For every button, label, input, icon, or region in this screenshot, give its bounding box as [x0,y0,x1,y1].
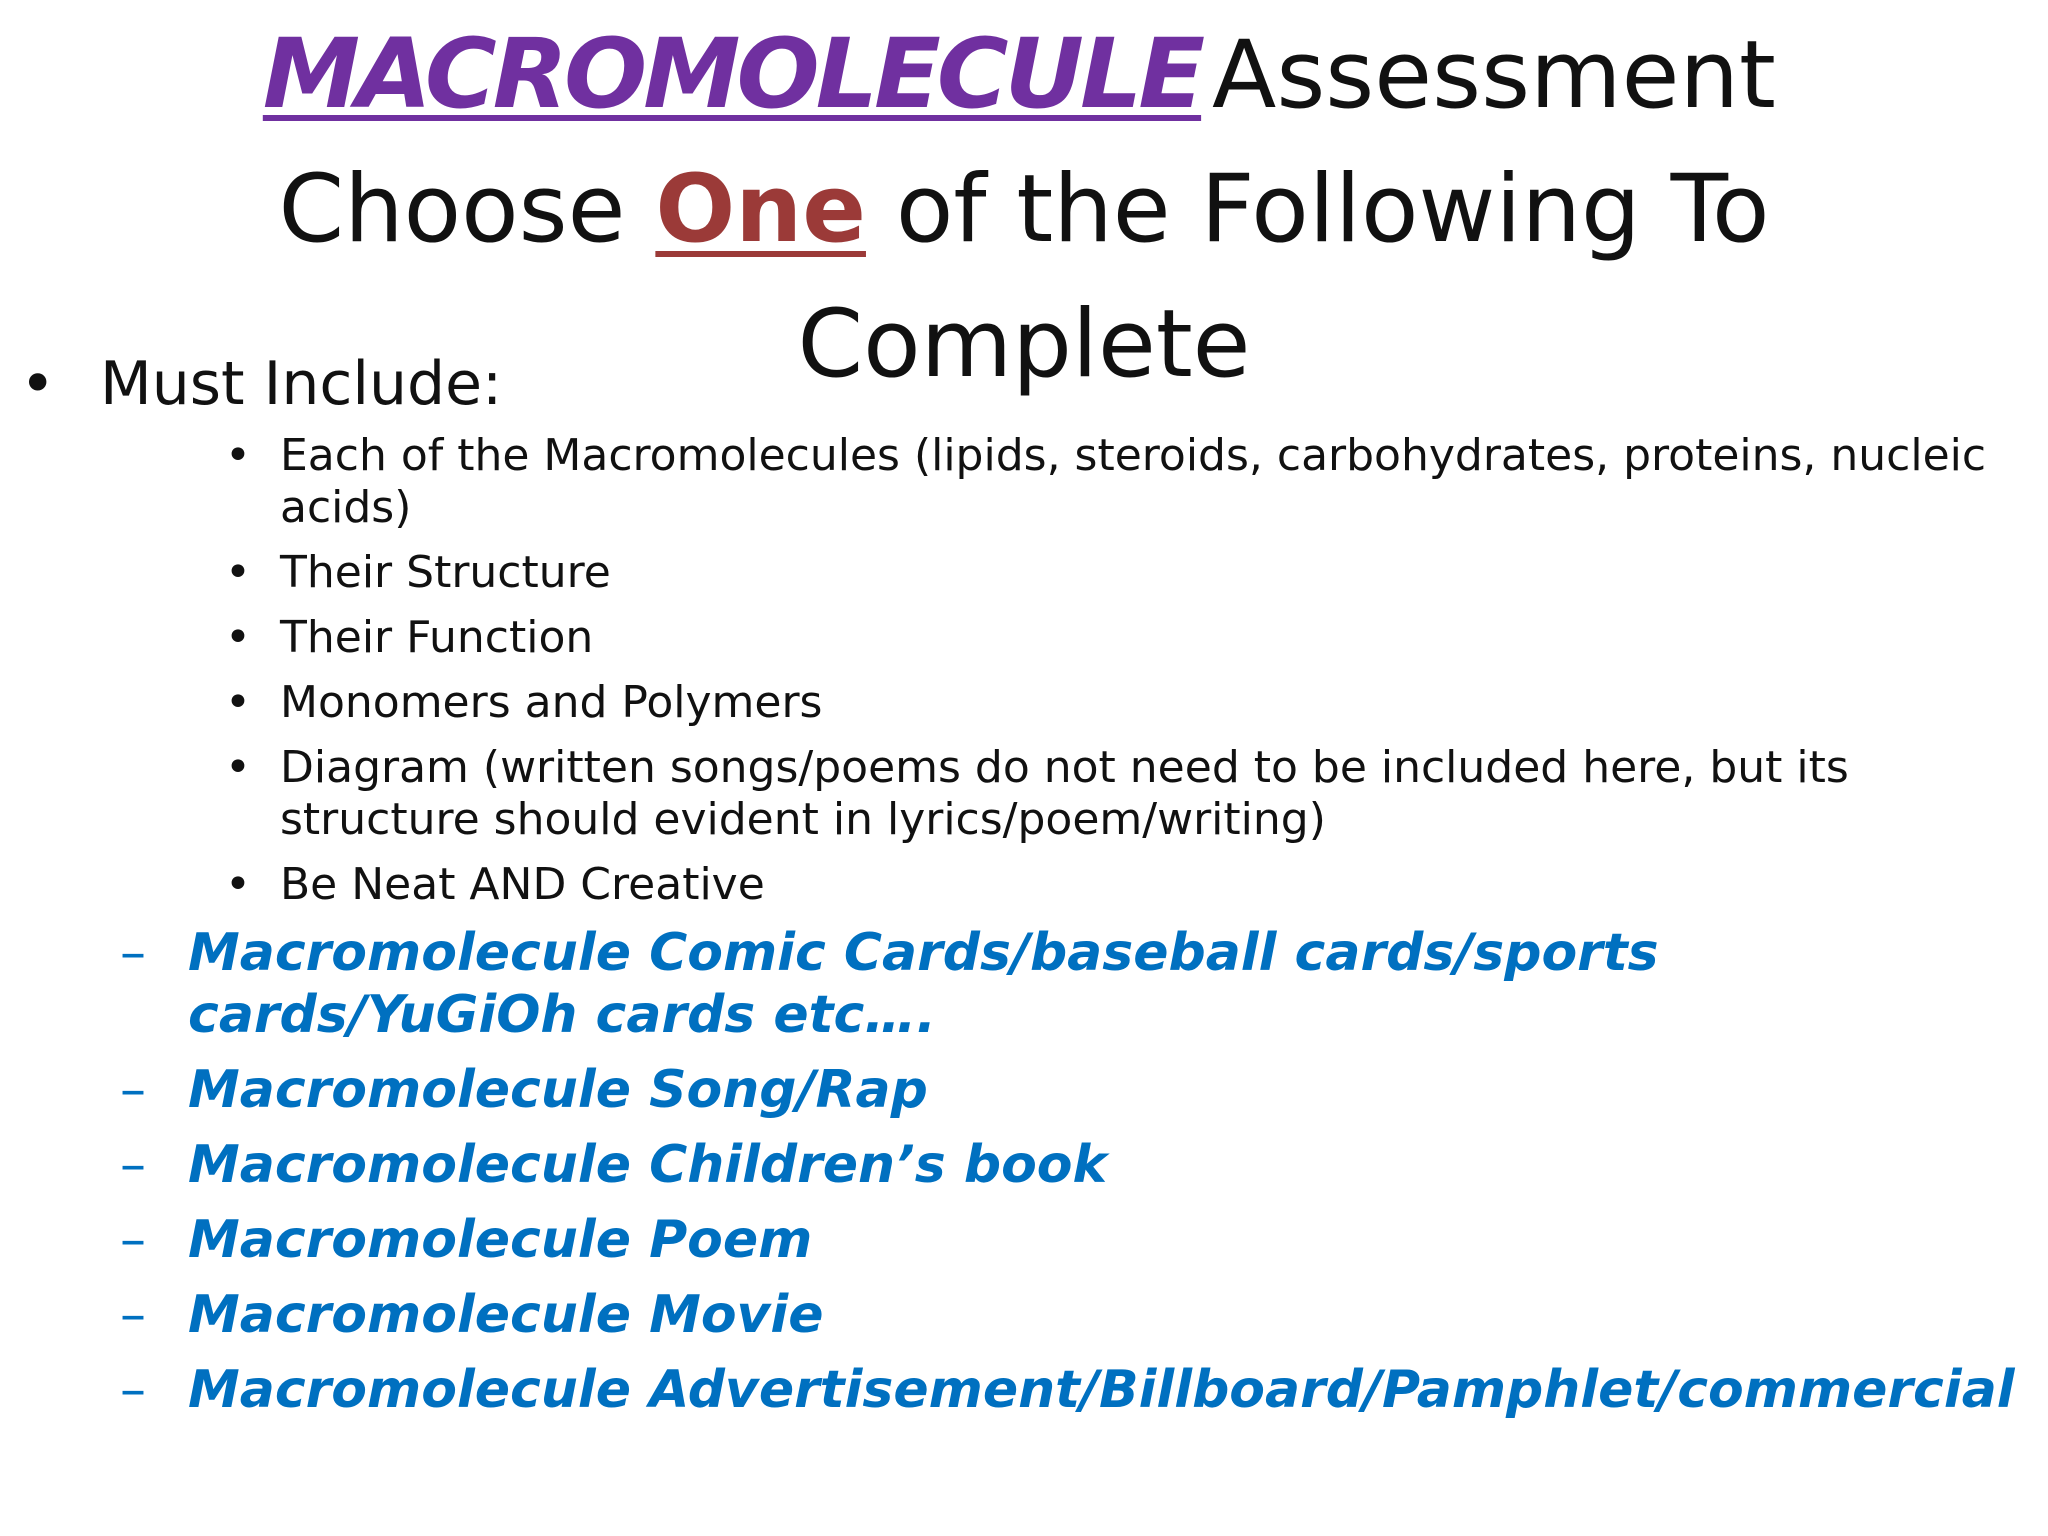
requirement-text: Monomers and Polymers [280,677,823,728]
requirement-text: Be Neat AND Creative [280,859,765,910]
bullet-icon: • [225,859,251,910]
requirement-text: Their Structure [280,547,611,598]
bullet-icon: • [20,349,56,419]
requirement-text: Their Function [280,612,594,663]
dash-icon: – [120,1360,146,1420]
bullet-icon: • [225,547,251,598]
bullet-icon: • [225,742,251,793]
title-choose-text: Choose [278,155,656,264]
dash-icon: – [120,1210,146,1270]
option-text: Macromolecule Poem [188,1210,813,1270]
title-line-3: Complete [797,290,1251,399]
requirements-list [225,430,2025,924]
requirement-text: Each of the Macromolecules (lipids, steroids, carbohydrates, proteins, nucleic acids) [280,430,1987,533]
title-assessment-word: Assessment [1212,21,1776,130]
bullet-icon: • [225,612,251,663]
option-text: Macromolecule Song/Rap [188,1060,928,1120]
dash-icon: – [120,1060,146,1120]
option-item [120,1359,2040,1421]
requirement-text: Diagram (written songs/poems do not need to be included here, but its structure should evident in lyrics/poem/writing) [280,742,1849,845]
requirement-item [225,547,2025,599]
dash-icon: – [120,1285,146,1345]
option-item [120,1134,2040,1196]
option-text: Macromolecule Movie [188,1285,824,1345]
bullet-icon: • [225,430,251,481]
requirement-item [225,859,2025,911]
project-options-list [120,922,2040,1434]
requirement-item [225,742,2025,846]
title-macromolecule-word: MACROMOLECULE [262,18,1202,130]
requirement-item [225,430,2025,534]
option-item [120,1059,2040,1121]
must-include-label: Must Include: [100,349,503,419]
option-item [120,1284,2040,1346]
must-include-heading [20,348,502,420]
option-text: Macromolecule Advertisement/Billboard/Pamphlet/commercial [188,1360,2015,1420]
title-following-text: of the Following To [865,155,1770,264]
title-one-word: One [655,155,866,264]
title-line-2 [0,150,2048,270]
option-text: Macromolecule Comic Cards/baseball cards/sports cards/YuGiOh cards etc…. [188,923,1659,1045]
dash-icon: – [120,1135,146,1195]
requirement-item [225,677,2025,729]
option-item [120,922,2040,1046]
title-line-1 [0,18,2048,130]
bullet-icon: • [225,677,251,728]
dash-icon: – [120,923,146,983]
requirement-item [225,612,2025,664]
option-text: Macromolecule Children’s book [188,1135,1108,1195]
option-item [120,1209,2040,1271]
